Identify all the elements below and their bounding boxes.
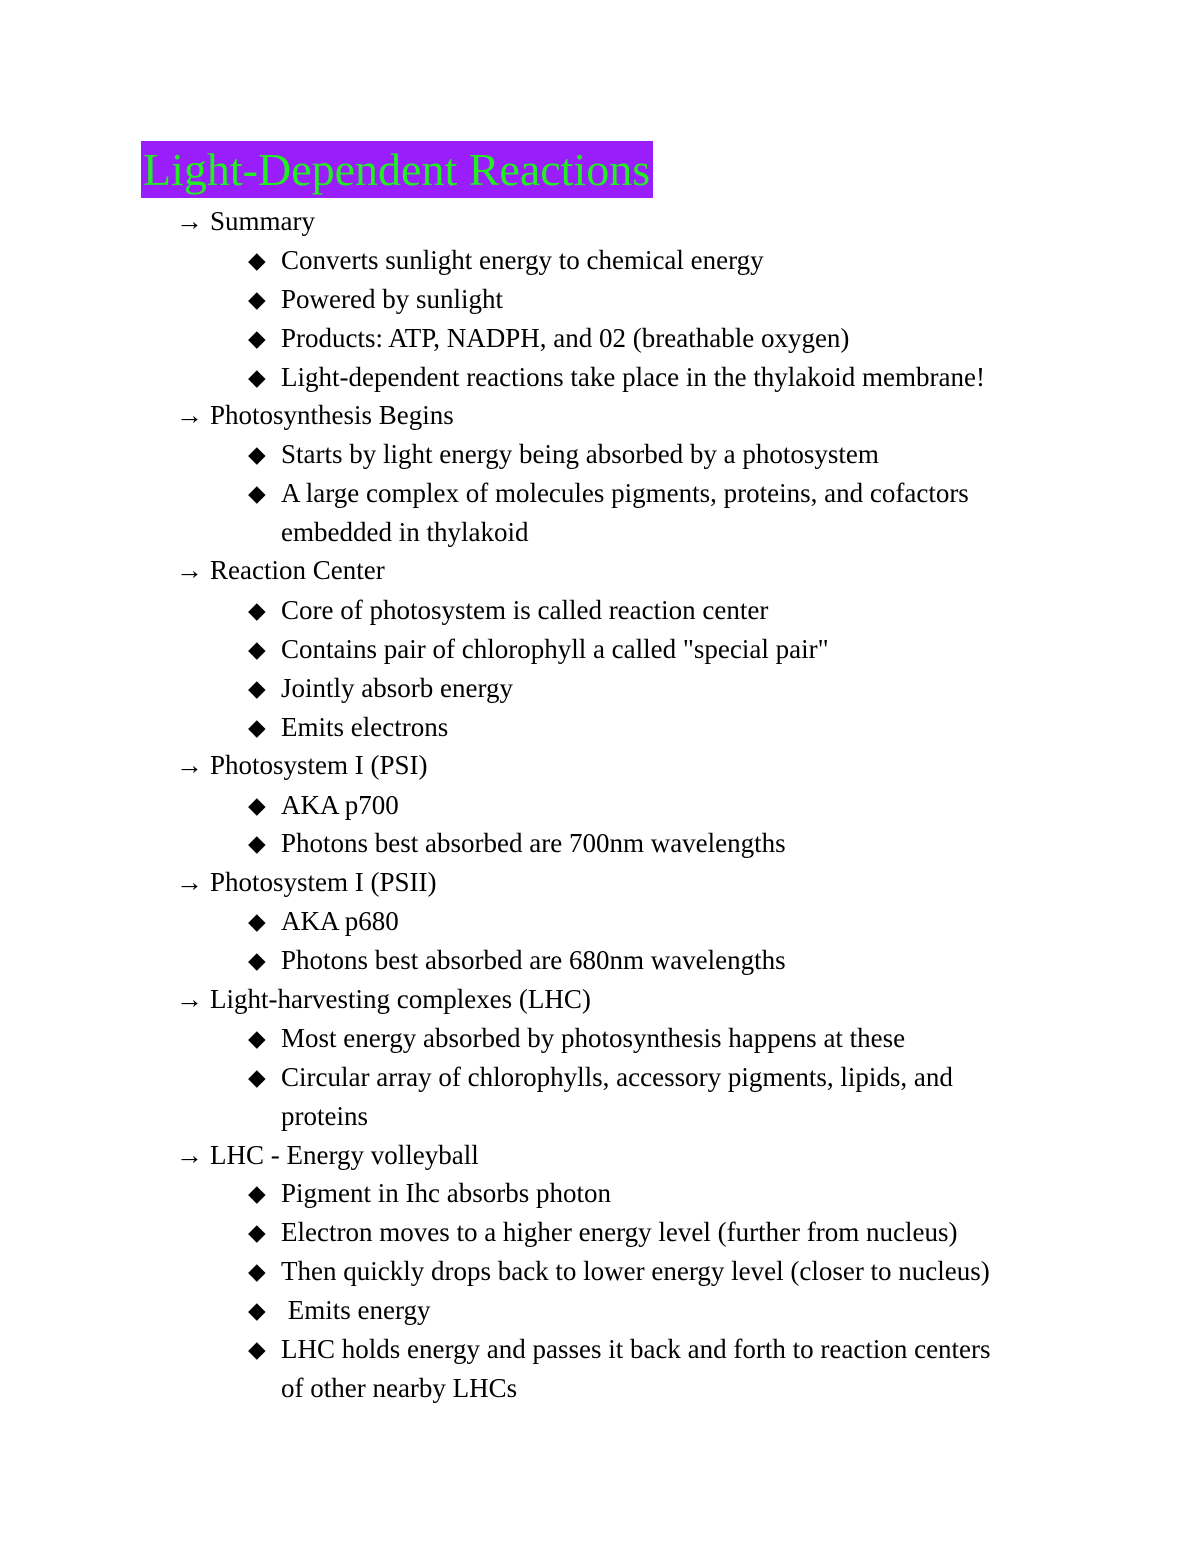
diamond-icon: ◆: [248, 948, 266, 973]
diamond-icon: ◆: [248, 481, 266, 506]
diamond-icon: ◆: [248, 676, 266, 701]
diamond-icon: ◆: [248, 831, 266, 856]
list-item-text: Converts sunlight energy to chemical energy: [281, 245, 764, 275]
list-item-text: Contains pair of chlorophyll a called "special pair": [281, 634, 829, 664]
diamond-icon: ◆: [248, 1298, 266, 1323]
arrow-icon: →: [176, 206, 203, 236]
arrow-icon: →: [176, 1140, 203, 1170]
diamond-icon: ◆: [248, 715, 266, 740]
section-heading-text: Photosystem I (PSII): [210, 867, 437, 897]
diamond-icon: ◆: [248, 442, 266, 467]
arrow-icon: →: [176, 555, 203, 585]
arrow-icon: →: [176, 867, 203, 897]
list-item-text: LHC holds energy and passes it back and forth to reaction centers: [281, 1334, 991, 1364]
list-item-text: AKA p700: [281, 790, 399, 820]
section-heading-text: Reaction Center: [210, 555, 385, 585]
diamond-icon: ◆: [248, 365, 266, 390]
section-heading-text: Photosynthesis Begins: [210, 400, 454, 430]
diamond-icon: ◆: [248, 1065, 266, 1090]
arrow-icon: →: [176, 750, 203, 780]
list-item-text: Photons best absorbed are 700nm wavelengths: [281, 828, 786, 858]
diamond-icon: ◆: [248, 248, 266, 273]
list-item-text: Jointly absorb energy: [281, 673, 513, 703]
page-title: Light-Dependent Reactions: [141, 141, 653, 198]
section-heading-text: Photosystem I (PSI): [210, 750, 428, 780]
diamond-icon: ◆: [248, 287, 266, 312]
list-item-text: Starts by light energy being absorbed by a photosystem: [281, 439, 879, 469]
list-item-text: Light-dependent reactions take place in the thylakoid membrane!: [281, 362, 985, 392]
section-heading-text: LHC - Energy volleyball: [210, 1140, 479, 1170]
diamond-icon: ◆: [248, 598, 266, 623]
list-item-text: proteins: [281, 1101, 368, 1131]
list-item-text: Emits electrons: [281, 712, 449, 742]
list-item-text: Electron moves to a higher energy level (further from nucleus): [281, 1217, 958, 1247]
list-item-text: Pigment in Ihc absorbs photon: [281, 1178, 611, 1208]
diamond-icon: ◆: [248, 909, 266, 934]
list-item-text: Photons best absorbed are 680nm wavelengths: [281, 945, 786, 975]
diamond-icon: ◆: [248, 326, 266, 351]
diamond-icon: ◆: [248, 1026, 266, 1051]
diamond-icon: ◆: [248, 637, 266, 662]
diamond-icon: ◆: [248, 1337, 266, 1362]
diamond-icon: ◆: [248, 1220, 266, 1245]
diamond-icon: ◆: [248, 1259, 266, 1284]
list-item-text: Circular array of chlorophylls, accessory pigments, lipids, and: [281, 1062, 953, 1092]
list-item-text: of other nearby LHCs: [281, 1373, 518, 1403]
section-heading-text: Summary: [210, 206, 315, 236]
section-heading-text: Light-harvesting complexes (LHC): [210, 984, 591, 1014]
diamond-icon: ◆: [248, 793, 266, 818]
list-item-text: Emits energy: [281, 1295, 431, 1325]
list-item-text: Core of photosystem is called reaction center: [281, 595, 769, 625]
list-item-text: Most energy absorbed by photosynthesis happens at these: [281, 1023, 906, 1053]
list-item-text: embedded in thylakoid: [281, 517, 529, 547]
arrow-icon: →: [176, 400, 203, 430]
arrow-icon: →: [176, 984, 203, 1014]
list-item-text: A large complex of molecules pigments, proteins, and cofactors: [281, 478, 969, 508]
list-item-text: Then quickly drops back to lower energy level (closer to nucleus): [281, 1256, 990, 1286]
diamond-icon: ◆: [248, 1181, 266, 1206]
list-item-text: Powered by sunlight: [281, 284, 503, 314]
list-item-text: Products: ATP, NADPH, and 02 (breathable oxygen): [281, 323, 850, 353]
list-item-text: AKA p680: [281, 906, 399, 936]
